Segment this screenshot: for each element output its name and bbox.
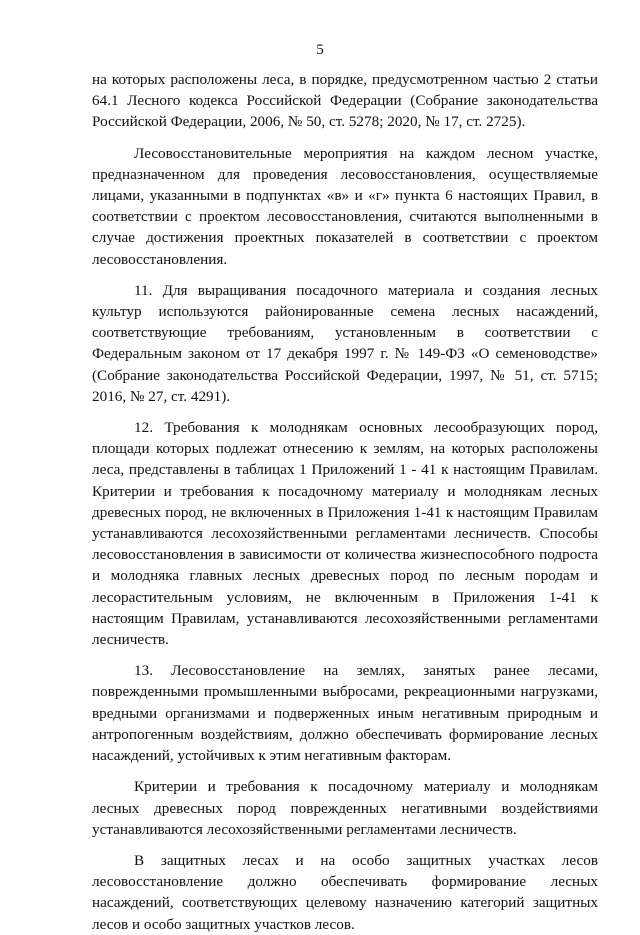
paragraph-item-13: 13. Лесовосстановление на землях, занятых ранее лесами, поврежденными промышленными выбросами, рекреационными нагрузками, вредными организмами и подверженных иным негативным природным и антропогенным воздействиям, должно обеспечивать формирование лесных насаждений, устойчивых к этим негативным факторам. xyxy=(92,662,598,765)
document-body xyxy=(92,69,598,935)
paragraph-item-12: 12. Требования к молоднякам основных лесообразующих пород, площади которых подлежат отнесению к землям, на которых расположены леса, представлены в таблицах 1 Приложений 1 - 41 к настоящим Правилам. Критерии и требования к посадочному материалу и молоднякам лесных древесных пород, не включенных в Приложения 1-41 к настоящим Правилам устанавливаются лесохозяйственными регламентами лесничеств. Способы лесовосстановления в зависимости от количества жизнеспособного подроста и молодняка главных лесных древесных пород по лесным породам и лесорастительным условиям, не включенным в Приложения 1-41 к настоящим Правилам, устанавливаются лесохозяйственными регламентами лесничеств. xyxy=(92,419,598,649)
paragraph-item-11: 11. Для выращивания посадочного материала и создания лесных культур используются районированные семена лесных насаждений, соответствующие требованиям, установленным в соответствии с Федеральным законом от 17 декабря 1997 г. № 149-ФЗ «О семеноводстве» (Собрание законодательства Российской Федерации, 1997, № 51, ст. 5715; 2016, № 27, ст. 4291). xyxy=(92,281,598,405)
paragraph-criteria: Критерии и требования к посадочному материалу и молоднякам лесных древесных пород поврежденных негативными воздействиями устанавливаются лесохозяйственными регламентами лесничеств. xyxy=(92,778,598,838)
paragraph-reforestation-measures: Лесовосстановительные мероприятия на каждом лесном участке, предназначенном для проведения лесовосстановления, осуществляемые лицами, указанными в подпунктах «в» и «г» пункта 6 настоящих Правил, в соответствии с проектом лесовосстановления, считаются выполненными в случае достижения проектных показателей в соответствии с проектом лесовосстановления. xyxy=(92,144,598,268)
page-number: 5 xyxy=(316,42,324,58)
paragraph-continuation: на которых расположены леса, в порядке, предусмотренном частью 2 статьи 64.1 Лесного кодекса Российской Федерации (Собрание законодательства Российской Федерации, 2006, № 50, ст. 5278; 2020, № 17, ст. 2725). xyxy=(92,71,598,131)
paragraph-protective-forests: В защитных лесах и на особо защитных участках лесов лесовосстановление должно обеспечивать формирование лесных насаждений, соответствующих целевому назначению категорий защитных лесов и особо защитных участков лесов. xyxy=(92,851,598,933)
